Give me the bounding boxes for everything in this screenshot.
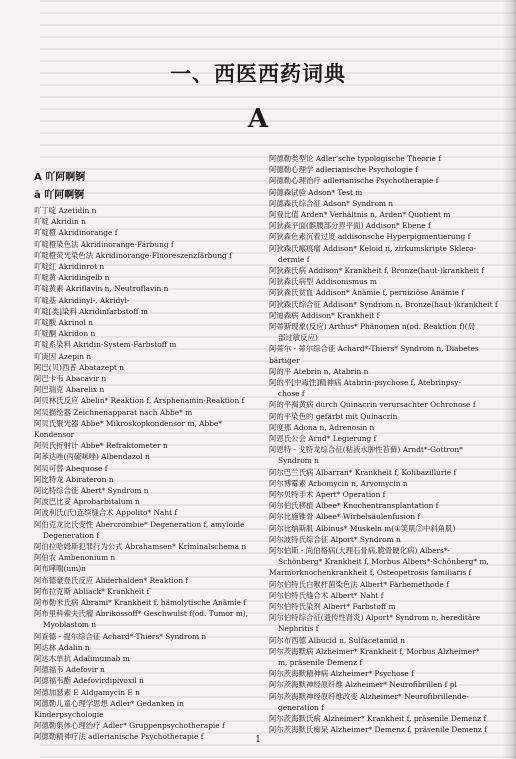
dictionary-entry: 阿贝林氏反应 Abelin* Reaktion f, Arsphenamin-Reaktion f [34,396,245,406]
dictionary-entry: 阿尔比施锥骨 Albee* Wirbelsäulenfusion f [269,512,421,522]
dictionary-entry: 吖啶红 Akridinrot n [34,262,105,272]
dictionary-entry: 阿尔比纳斯肌 Albinus* Muskeln m(①笑肌②中斜角肌) [269,523,456,533]
dictionary-entry: 阿波利氏(氏)连续缝合术 Appolito* Naht f [34,508,178,518]
dictionary-entry: 阿德勒心理学 adlerianische Psychologie f [269,165,418,175]
dictionary-entry [269,646,505,668]
entry-continuation: 部过敏反应) [278,333,318,343]
dictionary-entry: 阿布哮喘(um)n [34,564,86,574]
dictionary-entry: 吖啶黄 Akridingelb n [34,273,110,283]
left-column [34,171,253,743]
chapter-title: 一、西医西药词典 [170,62,346,86]
dictionary-entry: 吖啶酮 Akridon n [34,329,96,339]
entry-text: 阿狄森氏瘢痕瘤 Addison* Keloid n, zirkumskripte Sklero- [269,243,477,253]
dictionary-entry: 阿苯达唑(丙硫咪唑) Albendazol n [34,452,150,462]
entry-text: 阿尔伯斯 - 尚伯格病(大理石骨病,脆骨硬化病) Albers*- [269,546,451,556]
dictionary-entry [34,608,253,630]
entry-continuation: chose f [278,389,305,399]
entry-text: 阿蒂尔 - 蒂尔综合征 Achard*-Thiers* Syndrom n, Diabetes bärtiger [269,344,479,365]
dictionary-entry: 阿德勒集体心理治疗 Adler* Gruppenpsychotherapie f [34,721,225,731]
dictionary-entry [269,612,505,634]
dictionary-entry: 阿伯拉哈姆斯犯罪行为公式 Abrahamsen* Kriminalschema n [34,542,247,552]
entry-continuation: generation f [278,702,324,712]
dictionary-entry: 阿尔布西德 Albucid n, Sulfacetamid n [269,635,405,645]
dictionary-entry: 阿德勒类型论 Adler'sche typologische Theorie f [269,154,441,163]
left-entry-list [34,205,253,743]
entry-continuation: Myoblastom n [43,620,97,630]
dictionary-entry: 阿狄森色素沉着过度 addisonsche Hyperpigmentierung f [269,232,471,242]
dictionary-entry: 吖啶 Akridin n [34,217,86,227]
left-heading-main: A 吖阿啊锕 [34,172,86,183]
dictionary-entry: 阿的平 Atebrin n, Atabrin n [269,366,369,376]
dictionary-entry [269,343,505,365]
left-heading-sub: ā 吖阿啊锕 [34,190,85,201]
dictionary-entry: 吖啶[类]染料 Akridinfarbstoff m [34,306,148,316]
dictionary-entry: 阿布德豪登氏反应 Abderhalden* Reaktion f [34,575,189,585]
dictionary-entry: 阿尔波特氏综合征 Alport* Syndrom n [269,534,401,544]
dictionary-entry: 阿德加瑟素 E Aldgamycin E n [34,687,140,697]
entry-continuation: m, präsenile Demenz f [278,658,363,668]
dictionary-entry [269,243,505,265]
dictionary-entry: 阿尔茨海默氏痴呆 Alzheimer* Demenz f, präsenile Demenz f [269,725,487,735]
dictionary-entry: 阿尔茨海默精神病 Alzheimer* Psychose f [269,669,414,679]
dictionary-entry: 阿尔伯特氏白喉杆菌染色法 Albert* Färbemethode f [269,579,449,589]
dictionary-entry [269,691,505,713]
dictionary-entry: Marmorknochenkrankheit f, Osteopetrosis familiaris f [269,568,472,578]
dictionary-entry: 阿贝描绘器 Zeichnenapparat nach Abbe* m [34,407,193,417]
dictionary-entry: 吖丁啶 Azetidin n [34,206,97,215]
dictionary-entry: 吖啶橙 Akridinorange f [34,228,118,238]
dictionary-entry: 阿狄森氏病 Addison* Krankheit f, Bronze(haut-)krankheit f [269,266,485,276]
dictionary-entry: 阿尔博霉素 Arbomycin n, Arvomycin n [269,478,408,488]
section-letter: A [247,104,269,134]
dictionary-entry: 阿迪森病 Addison* Krankheit f [269,310,380,320]
dictionary-entry: 阿布拉克斯 Abliack* Krankheit f [34,586,150,596]
dictionary-entry: 阿登比值 Arden* Verhältnis n, Arden* Quotient m [269,210,451,220]
dictionary-entry: 吖啶系染料 Akridin-System-Farbstoff m [34,340,177,350]
dictionary-entry: 阿尔贝特手术 Apert* Operation f [269,490,386,500]
entry-text: 阿德勒儿童心理学思想 Adler* Gedanken in Kinderpsychologie [34,698,184,720]
dictionary-entry: 阿度那 Adona n, Adrenosin n [269,422,375,432]
dictionary-entry: 阿查德 - 提尔综合征 Achard*-Thiers* Syndrom n [34,631,207,641]
dictionary-entry: 阿德森试验 Adson* Test m [269,187,363,197]
dictionary-entry: 阿恩氏公会 Arnd* Legierung f [269,434,377,444]
dictionary-entry [269,545,505,567]
dictionary-entry: 阿伯农 Ambenonium n [34,553,116,563]
dictionary-entry: 阿德森氏综合征 Adson* Syndrom n [269,198,394,208]
dictionary-entry [269,377,505,399]
page-number: 1 [255,735,261,745]
dictionary-entry: 阿巴卡韦 Abacavir n [34,374,107,384]
dictionary-entry: 阿的平褐黄病 durch Quinacrin verursachter Ochronose f [269,400,476,410]
dictionary-entry: 阿贝氏折射计 Abbe* Refraktometer n [34,441,168,451]
dictionary-entry: 阿的平染色的 gefärbt mit Quinacrin [269,411,398,421]
entry-text: 阿的平[中毒性]精神病 Atabrin-psychose f, Atebrinpsy- [269,378,461,388]
dictionary-entry: 阿尔伯特氏缝合术 Albert* Naht f [269,590,384,600]
right-entry-list [269,153,505,735]
right-column [269,153,505,735]
dictionary-entry: 阿尔伯氏移植 Albee* Knochentransplantation f [269,501,439,511]
dictionary-entry: 吖啶酸 Akrinol n [34,318,93,328]
entry-text: 阿伯克龙比氏变性 Abercrombie* Degeneration f, amyloide [34,519,245,529]
entry-text: 阿尔茨海默病 Alzheimer* Krankheit f, Morbus Alzheimer* [269,646,480,656]
entry-text: 阿蒂斯现象(反应) Arthus* Phänomen n(od. Reaktion f)(局 [269,322,476,332]
dictionary-entry: 阿尔茨海默氏病 Alzheimer* Krankheit f, präsenile Demenz f [269,714,487,724]
dictionary-entry: 吖啶橙染色法 Akridinorange-Färbung f [34,239,174,249]
dictionary-entry: 吖啶基 Akridinyl-, Akridyl- [34,295,130,305]
dictionary-entry [34,418,253,440]
entry-text: 阿尔茨海默神经原纤维改变 Alzheimer* Neurofibrillende- [269,691,469,701]
dictionary-entry: 阿达林 Adalin n [34,642,90,652]
dictionary-entry: 阿德福韦 Adefovir n [34,665,105,675]
dictionary-entry: 阿狄森氏贫血 Addison* Anämie f, perniziöse Anämie f [269,288,464,298]
entry-continuation: Degeneration f [43,530,100,540]
dictionary-entry: 吖啶橙荧光染色法 Akridinorange-Fluoreszenzfärbung f [34,250,232,260]
dictionary-entry: 阿德福韦酯 Adefovirdipivoxil n [34,676,144,686]
entry-continuation: Syndrom n [278,456,319,466]
dictionary-entry [269,321,505,343]
dictionary-entry: 阿布勒米氏病 Abrami* Krankheit f, hämolytische Anämie f [34,598,247,608]
dictionary-entry: 阿巴(贝)西普 Abatazept n [34,362,124,372]
entry-text: 阿贝氏聚光器 Abbe* Mikroskopkondensor m, Abbe* Kondensor [34,418,223,440]
entry-text: 阿布里科索夫氏瘤 Abrikossoff* Geschwulst f(od. Tumor m), [34,609,248,619]
dictionary-entry: 阿尔伯特氏染剂 Albert* Farbstoff m [269,602,396,612]
dictionary-entry: 阿比特龙 Abirateron n [34,474,114,484]
dictionary-entry: 阿比特综合征 Abert* Syndrom n [34,486,149,496]
dictionary-entry: 吖啶黄素 Akriflavin n, Neutroflavin n [34,284,169,294]
dictionary-entry: 阿德勒心理治疗 adlerianische Psychotherapie f [269,176,439,186]
entry-text: 阿恩特 - 戈特龙综合征(粘液水肿性苔藓) Arndt*-Gottron* [269,445,463,455]
dictionary-entry: 吖庚因 Azepin n [34,351,92,361]
dictionary-entry [269,444,505,466]
entry-continuation: Schönberg* Krankheit f, Morbus Albers*-Schönberg* m, [278,557,489,567]
dictionary-entry: 阿波巴比妥 Aprobarbitalum n [34,497,140,507]
entry-text: 阿尔伯特综合征(遗传性肾炎) Alport* Syndrom n, hereditäre [269,613,481,623]
dictionary-entry: 阿尔茨海默神经原纤维 Alzheimer* Neurofibrillen f pl [269,680,457,690]
dictionary-entry: 阿狄森氏病型 Addisonismus m [269,277,377,287]
dictionary-entry: 阿德勒精神疗法 adlerianische Psychotherapie f [34,732,204,742]
dictionary-entry: 阿贝可替 Abequose f [34,463,108,473]
dictionary-entry: 阿巴瑞克 Abarelix n [34,385,105,395]
dictionary-entry [34,698,253,720]
entry-continuation: Nephritis f [278,624,319,634]
dictionary-entry: 阿狄森平面(髌腰部分界平面) Addison* Ebene f [269,221,431,231]
entry-continuation: dermie f [278,254,310,264]
dictionary-entry: 阿狄森氏综合征 Addison* Syndrom n, Bronze(haut-)krankheit f [269,299,498,309]
dictionary-entry: 阿达木单抗 Adalimumab m [34,654,130,664]
dictionary-entry [34,519,253,541]
dictionary-entry: 阿尔巴兰氏病 Albarran* Krankheit f, Kolibazillurie f [269,467,457,477]
